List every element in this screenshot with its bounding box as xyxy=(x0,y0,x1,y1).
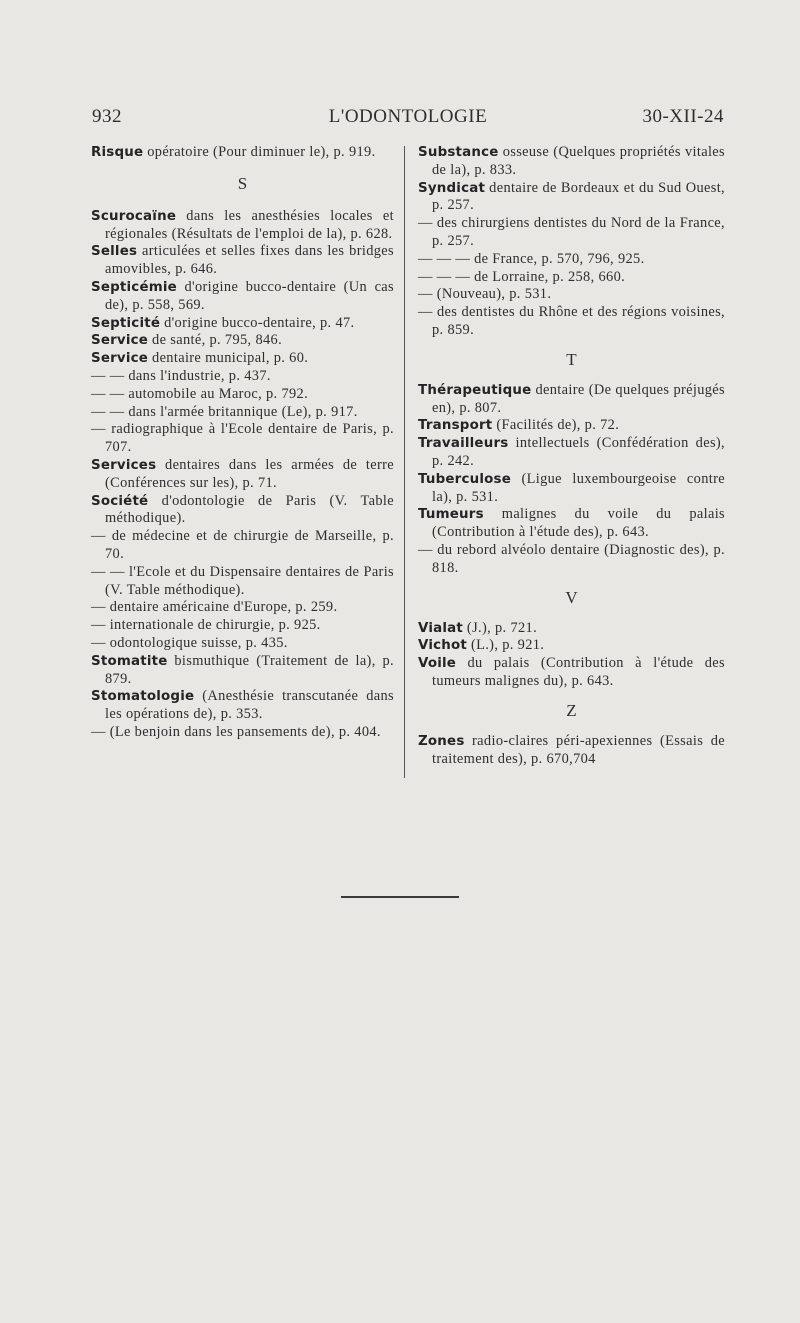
index-entry xyxy=(418,637,725,655)
index-entry xyxy=(418,435,725,471)
index-subentry: — dentaire américaine d'Europe, p. 259. xyxy=(91,599,338,616)
entry-keyword: Scurocaïne xyxy=(91,208,177,224)
index-entry xyxy=(418,655,725,691)
entry-text: radio-claires péri-apexiennes (Essais de traitement des), p. 670,704 xyxy=(432,732,725,767)
entry-text: opératoire (Pour diminuer le), p. 919. xyxy=(143,144,376,160)
index-subentry: — odontologique suisse, p. 435. xyxy=(91,634,288,651)
entry-keyword: Zones xyxy=(418,733,465,749)
index-subentry: — du rebord alvéolo dentaire (Diagnostic des), p. 818. xyxy=(418,541,725,576)
entry-keyword: Thérapeutique xyxy=(418,382,532,398)
index-subentry: — — dans l'industrie, p. 437. xyxy=(91,367,271,384)
column-divider xyxy=(404,146,405,778)
entry-keyword: Transport xyxy=(418,418,493,434)
entry-keyword: Service xyxy=(91,333,149,349)
entry-text: (L.), p. 921. xyxy=(467,637,545,654)
entry-text: (Anesthésie transcutanée dans les opérations de), p. 353. xyxy=(105,688,394,723)
page-number: 932 xyxy=(92,106,122,127)
entry-text: malignes du voile du palais (Contribution à l'étude des), p. 643. xyxy=(432,506,725,541)
entry-text: d'odontologie de Paris (V. Table méthodique). xyxy=(105,492,394,527)
entry-keyword: Stomatite xyxy=(91,653,168,669)
index-entry xyxy=(418,382,725,418)
index-entry xyxy=(91,144,394,162)
index-column-left xyxy=(91,144,394,742)
index-subentry: — des chirurgiens dentistes du Nord de la France, p. 257. xyxy=(418,215,725,249)
index-entry xyxy=(91,688,394,724)
entry-keyword: Selles xyxy=(91,244,138,260)
section-letter-t: T xyxy=(566,349,577,369)
entry-text: dentaires dans les armées de terre (Conférences sur les), p. 71. xyxy=(105,456,394,491)
entry-keyword: Substance xyxy=(418,145,499,160)
index-subentry: — — l'Ecole et du Dispensaire dentaires de Paris (V. Table méthodique). xyxy=(91,563,394,598)
section-letter-s: S xyxy=(237,173,248,193)
section-letter-v: V xyxy=(565,587,578,607)
section-letter-z: Z xyxy=(566,700,577,720)
index-subentry: — — automobile au Maroc, p. 792. xyxy=(91,385,309,402)
index-entry xyxy=(418,733,725,769)
entry-text: (J.), p. 721. xyxy=(462,619,538,636)
entry-text: dentaire de Bordeaux et du Sud Ouest, p. 257. xyxy=(432,179,725,214)
entry-text: de santé, p. 795, 846. xyxy=(148,332,283,349)
index-entry xyxy=(418,417,725,435)
entry-text: d'origine bucco-dentaire, p. 47. xyxy=(160,314,355,331)
entry-text: intellectuels (Confédération des), p. 242. xyxy=(432,435,725,469)
index-subentry: — — — de Lorraine, p. 258, 660. xyxy=(418,268,626,285)
index-subentry: — — dans l'armée britannique (Le), p. 917. xyxy=(91,403,358,420)
entry-keyword: Voile xyxy=(418,656,457,672)
index-entry xyxy=(418,180,725,216)
entry-text: dentaire (De quelques préjugés en), p. 807. xyxy=(432,381,725,416)
index-subentry: — internationale de chirurgie, p. 925. xyxy=(91,617,321,634)
index-entry xyxy=(418,144,725,180)
index-subentry: — (Nouveau), p. 531. xyxy=(418,286,552,303)
entry-text: dans les anesthésies locales et régionales (Résultats de l'emploi de la), p. 628. xyxy=(105,207,394,242)
entry-keyword: Vialat xyxy=(418,620,463,636)
index-entry xyxy=(91,332,394,350)
index-entry xyxy=(91,493,394,529)
entry-keyword: Septicité xyxy=(91,315,161,331)
index-subentry: — de médecine et de chirurgie de Marseille, p. 70. xyxy=(91,528,394,562)
entry-keyword: Tuberculose xyxy=(418,471,511,487)
entry-keyword: Stomatologie xyxy=(91,689,195,705)
index-subentry: — — — de France, p. 570, 796, 925. xyxy=(418,250,645,267)
entry-keyword: Risque xyxy=(91,145,144,160)
entry-text: d'origine bucco-dentaire (Un cas de), p. 558, 569. xyxy=(105,278,394,313)
index-subentry: — radiographique à l'Ecole dentaire de Paris, p. 707. xyxy=(91,421,394,456)
entry-text: du palais (Contribution à l'étude des tumeurs malignes du), p. 643. xyxy=(432,655,725,689)
entry-keyword: Vichot xyxy=(418,638,467,654)
entry-text: osseuse (Quelques propriétés vitales de la), p. 833. xyxy=(432,144,725,178)
entry-keyword: Société xyxy=(91,493,149,509)
journal-title: L'ODONTOLOGIE xyxy=(328,106,488,127)
index-entry xyxy=(91,315,394,333)
entry-text: (Facilités de), p. 72. xyxy=(492,417,620,434)
running-header xyxy=(92,106,724,134)
entry-text: dentaire municipal, p. 60. xyxy=(148,350,309,367)
index-column-right xyxy=(418,144,725,768)
index-entry xyxy=(418,620,725,638)
index-entry xyxy=(91,653,394,689)
entry-keyword: Travailleurs xyxy=(418,436,509,452)
entry-keyword: Septicémie xyxy=(91,279,177,295)
entry-keyword: Tumeurs xyxy=(418,507,484,523)
index-subentry: — des dentistes du Rhône et des régions voisines, p. 859. xyxy=(418,304,725,338)
index-entry xyxy=(418,471,725,507)
entry-text: bismuthique (Traitement de la), p. 879. xyxy=(105,652,394,687)
closing-rule xyxy=(341,896,459,898)
index-subentry: — (Le benjoin dans les pansements de), p. 404. xyxy=(91,723,381,740)
entry-text: (Ligue luxembourgeoise contre la), p. 531. xyxy=(432,470,725,505)
entry-keyword: Services xyxy=(91,457,157,473)
index-entry xyxy=(91,208,394,244)
entry-text: articulées et selles fixes dans les bridges amovibles, p. 646. xyxy=(105,243,394,278)
index-entry xyxy=(91,279,394,315)
issue-date: 30-XII-24 xyxy=(642,106,724,127)
entry-keyword: Service xyxy=(91,351,149,367)
index-entry xyxy=(91,457,394,493)
index-entry xyxy=(91,350,394,368)
entry-keyword: Syndicat xyxy=(418,180,486,196)
index-entry xyxy=(91,243,394,279)
index-entry xyxy=(418,506,725,542)
